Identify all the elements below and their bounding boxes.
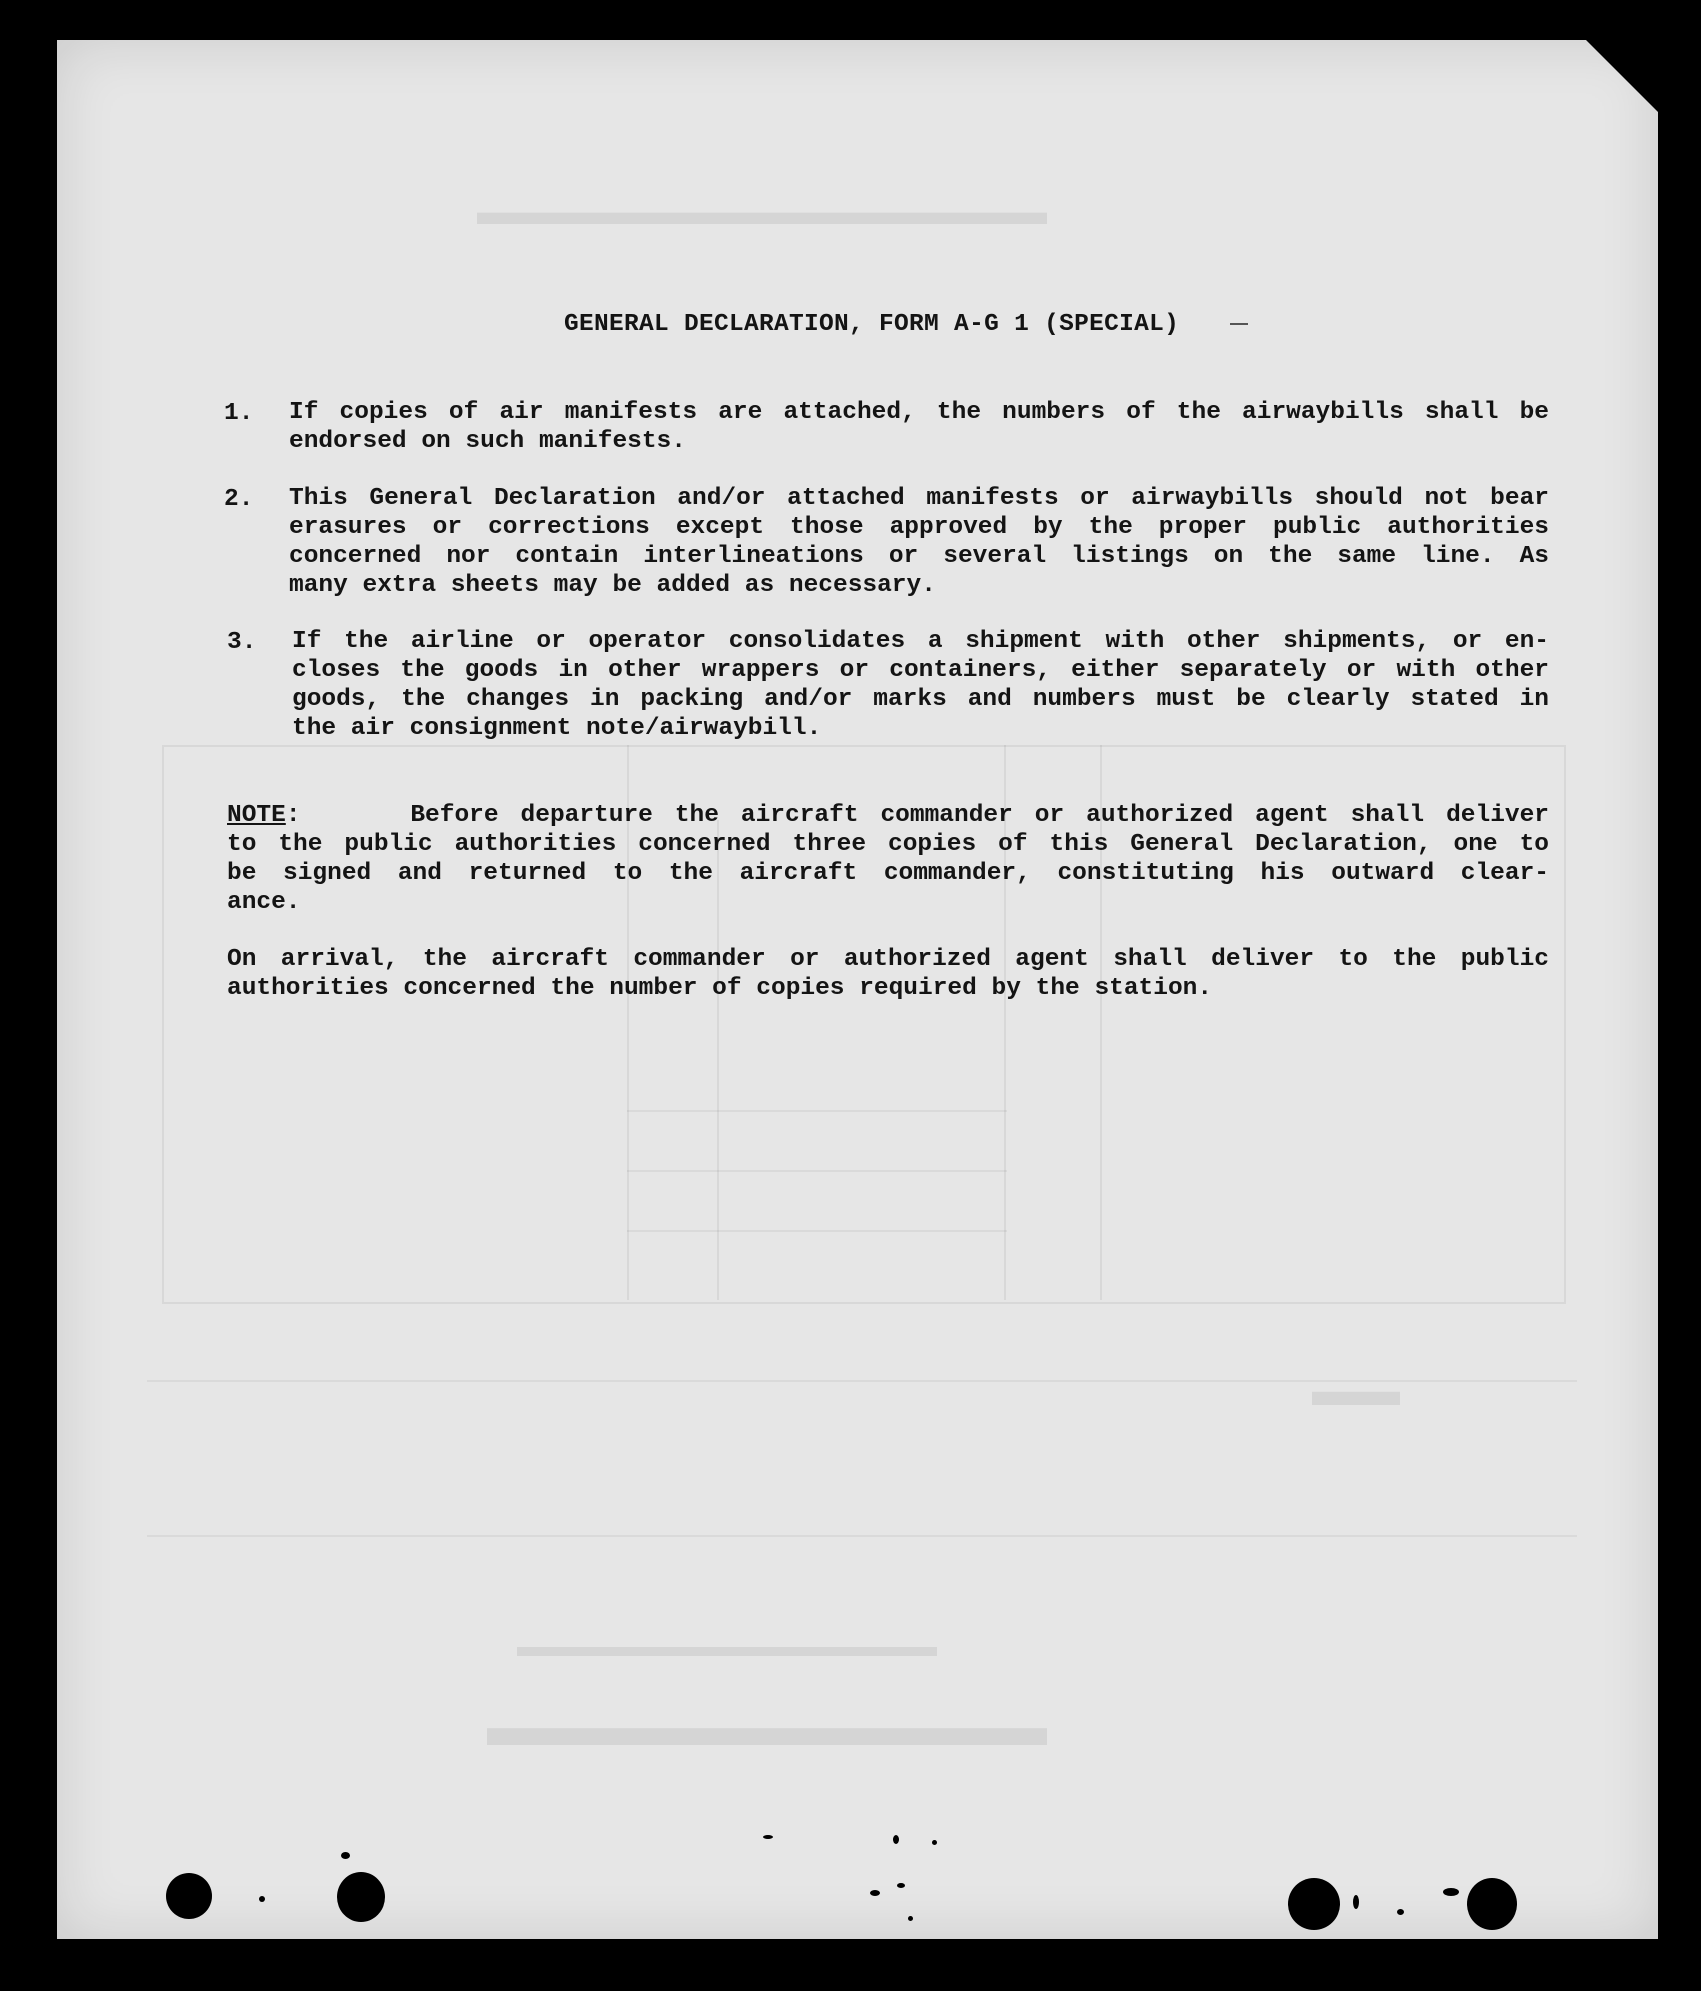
paper-sheet — [57, 40, 1658, 1939]
folded-corner — [1586, 40, 1658, 112]
speck — [259, 1896, 265, 1902]
punch-hole — [1288, 1878, 1340, 1930]
note-paragraph — [227, 801, 1549, 917]
text-line: Before departure the aircraft commander or authorized agent shall deliver — [410, 802, 1550, 829]
text-line: erasures or corrections except those approved by the proper public authorities — [289, 514, 1549, 541]
text-line: be signed and returned to the aircraft commander, constituting his outward clear- — [227, 860, 1549, 887]
speck — [897, 1883, 905, 1888]
title-dash-mark — [1230, 323, 1248, 325]
speck — [1353, 1895, 1359, 1909]
text-line: to the public authorities concerned three copies of this General Declaration, one to — [227, 831, 1549, 858]
text-line: If copies of air manifests are attached, the numbers of the airwaybills shall be — [289, 399, 1549, 426]
bleed-through-rule — [627, 1110, 1007, 1112]
bleed-through-text: ▬▬▬▬▬▬▬▬▬▬▬▬▬▬ — [517, 1630, 937, 1663]
note-colon: : — [285, 802, 301, 829]
bleed-through-text: ▬▬ — [1312, 1366, 1400, 1415]
text-line: endorsed on such manifests. — [289, 428, 686, 455]
speck — [870, 1890, 880, 1896]
bleed-through-text: ▬▬▬▬▬▬▬▬▬▬▬▬▬▬▬ — [477, 191, 1047, 233]
punch-hole — [1467, 1878, 1517, 1930]
speck — [341, 1852, 350, 1859]
bleed-through-rule — [147, 1535, 1577, 1537]
punch-hole — [337, 1872, 385, 1922]
bleed-through-text: ▬▬▬▬▬▬▬▬▬▬ — [487, 1696, 1047, 1758]
item-2-text — [289, 484, 1549, 600]
speck — [763, 1835, 773, 1839]
speck — [1397, 1909, 1404, 1915]
punch-hole — [166, 1873, 212, 1919]
text-line: This General Declaration and/or attached manifests or airwaybills should not bear — [289, 485, 1549, 512]
speck — [1443, 1888, 1459, 1896]
text-line: the air consignment note/airwaybill. — [292, 715, 822, 742]
arrival-paragraph — [227, 945, 1549, 1003]
text-line — [227, 801, 1549, 830]
item-number: 2. — [224, 486, 254, 513]
text-line: ance. — [227, 889, 301, 916]
speck — [893, 1835, 899, 1844]
text-line: concerned nor contain interlineations or several listings on the same line. As — [289, 543, 1549, 570]
text-line: On arrival, the aircraft commander or authorized agent shall deliver to the public — [227, 946, 1549, 973]
item-number: 1. — [224, 400, 254, 427]
speck — [908, 1916, 913, 1921]
speck — [932, 1840, 937, 1845]
document-title: GENERAL DECLARATION, FORM A-G 1 (SPECIAL) — [564, 311, 1180, 338]
bleed-through-rule — [627, 1230, 1007, 1232]
item-1-text — [289, 398, 1549, 456]
text-line: closes the goods in other wrappers or containers, either separately or with other — [292, 657, 1549, 684]
item-3-text — [292, 627, 1549, 743]
item-number: 3. — [227, 629, 257, 656]
text-line: If the airline or operator consolidates a shipment with other shipments, or en- — [292, 628, 1549, 655]
text-line: goods, the changes in packing and/or marks and numbers must be clearly stated in — [292, 686, 1549, 713]
note-label: NOTE — [227, 802, 286, 829]
bleed-through-rule — [627, 1170, 1007, 1172]
text-line: authorities concerned the number of copies required by the station. — [227, 975, 1213, 1002]
text-line: many extra sheets may be added as necessary. — [289, 572, 936, 599]
